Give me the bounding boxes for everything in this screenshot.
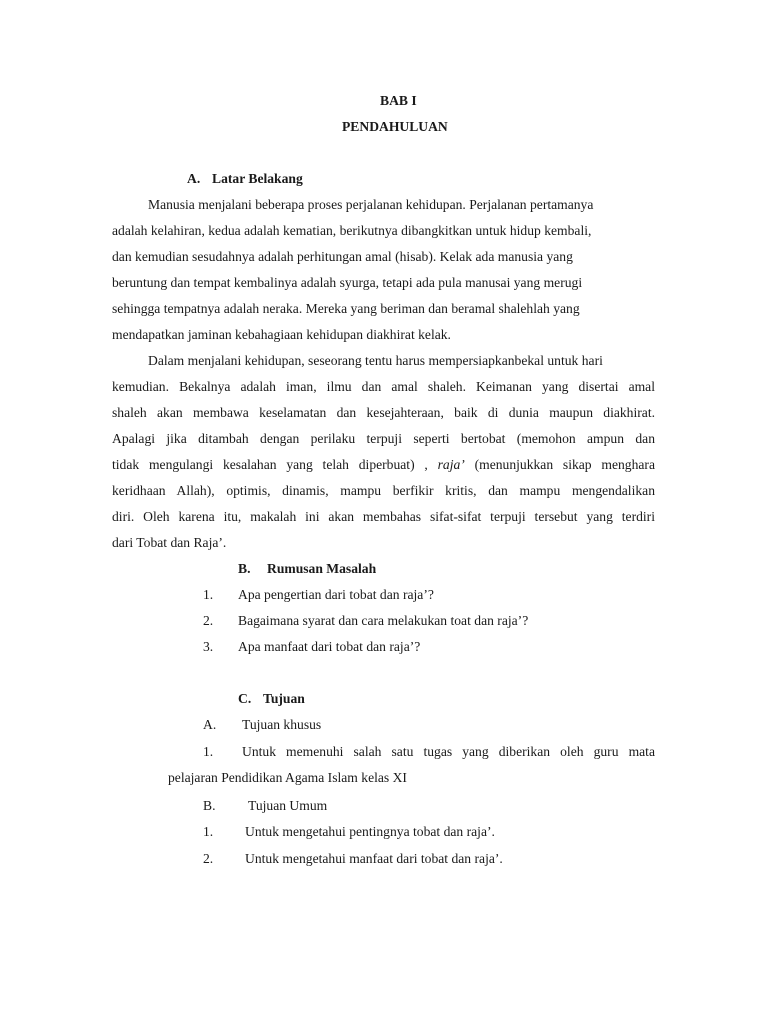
list-item: Untuk memenuhi salah satu tugas yang diberikan oleh guru mata: [242, 744, 655, 759]
paragraph-line: dari Tobat dan Raja’.: [112, 535, 227, 550]
paragraph-line: Dalam menjalani kehidupan, seseorang tentu harus mempersiapkanbekal untuk hari: [148, 353, 603, 368]
italic-term: raja’: [437, 457, 465, 472]
list-item: Untuk mengetahui manfaat dari tobat dan raja’.: [245, 851, 503, 866]
paragraph-line: beruntung dan tempat kembalinya adalah syurga, tetapi ada pula manusai yang merugi: [112, 275, 583, 290]
sub-b-label: Tujuan Umum: [248, 798, 328, 813]
paragraph-line-mixed: [112, 456, 655, 474]
list-item: Apa pengertian dari tobat dan raja’?: [238, 587, 434, 602]
list-item-number: 2.: [203, 613, 214, 628]
list-item: Untuk mengetahui pentingnya tobat dan raja’.: [245, 824, 495, 839]
section-b-marker: B.: [238, 561, 251, 576]
list-item: Bagaimana syarat dan cara melakukan toat dan raja’?: [238, 613, 529, 628]
section-a-marker: A.: [187, 171, 201, 186]
chapter-number: BAB I: [380, 93, 417, 108]
sub-b-marker: B.: [203, 798, 216, 813]
list-item-number: 2.: [203, 851, 214, 866]
section-b-heading: Rumusan Masalah: [267, 561, 377, 576]
list-item-number: 1.: [203, 824, 214, 839]
paragraph-line: adalah kelahiran, kedua adalah kematian, berikutnya dibangkitkan untuk hidup kembali,: [112, 223, 592, 238]
paragraph-text: tidak mengulangi kesalahan yang telah diperbuat) ,: [112, 457, 428, 472]
paragraph-line: diri. Oleh karena itu, makalah ini akan membahas sifat-sifat terpuji tersebut yang terdiri: [112, 509, 655, 524]
section-c-marker: C.: [238, 691, 252, 706]
paragraph-text: (menunjukkan sikap menghara: [474, 457, 655, 472]
list-item: Apa manfaat dari tobat dan raja’?: [238, 639, 421, 654]
paragraph-line: sehingga tempatnya adalah neraka. Mereka yang beriman dan beramal shalehlah yang: [112, 301, 580, 316]
paragraph-line: mendapatkan jaminan kebahagiaan kehidupan diakhirat kelak.: [112, 327, 451, 342]
list-item-continued: pelajaran Pendidikan Agama Islam kelas XI: [168, 770, 407, 785]
sub-a-label: Tujuan khusus: [242, 717, 322, 732]
paragraph-line: shaleh akan membawa keselamatan dan kesejahteraan, baik di dunia maupun diakhirat.: [112, 405, 655, 420]
paragraph-line: keridhaan Allah), optimis, dinamis, mampu berfikir kritis, dan mampu mengendalikan: [112, 483, 655, 498]
list-item-number: 3.: [203, 639, 214, 654]
paragraph-line: dan kemudian sesudahnya adalah perhitungan amal (hisab). Kelak ada manusia yang: [112, 249, 573, 264]
chapter-title: PENDAHULUAN: [342, 119, 448, 134]
sub-a-marker: A.: [203, 717, 217, 732]
paragraph-line: Manusia menjalani beberapa proses perjalanan kehidupan. Perjalanan pertamanya: [148, 197, 594, 212]
list-item-number: 1.: [203, 587, 214, 602]
paragraph-line: kemudian. Bekalnya adalah iman, ilmu dan amal shaleh. Keimanan yang disertai amal: [112, 379, 655, 394]
section-a-heading: Latar Belakang: [212, 171, 303, 186]
list-item-number: 1.: [203, 744, 214, 759]
paragraph-line: Apalagi jika ditambah dengan perilaku terpuji seperti bertobat (memohon ampun dan: [112, 431, 655, 446]
section-c-heading: Tujuan: [263, 691, 305, 706]
